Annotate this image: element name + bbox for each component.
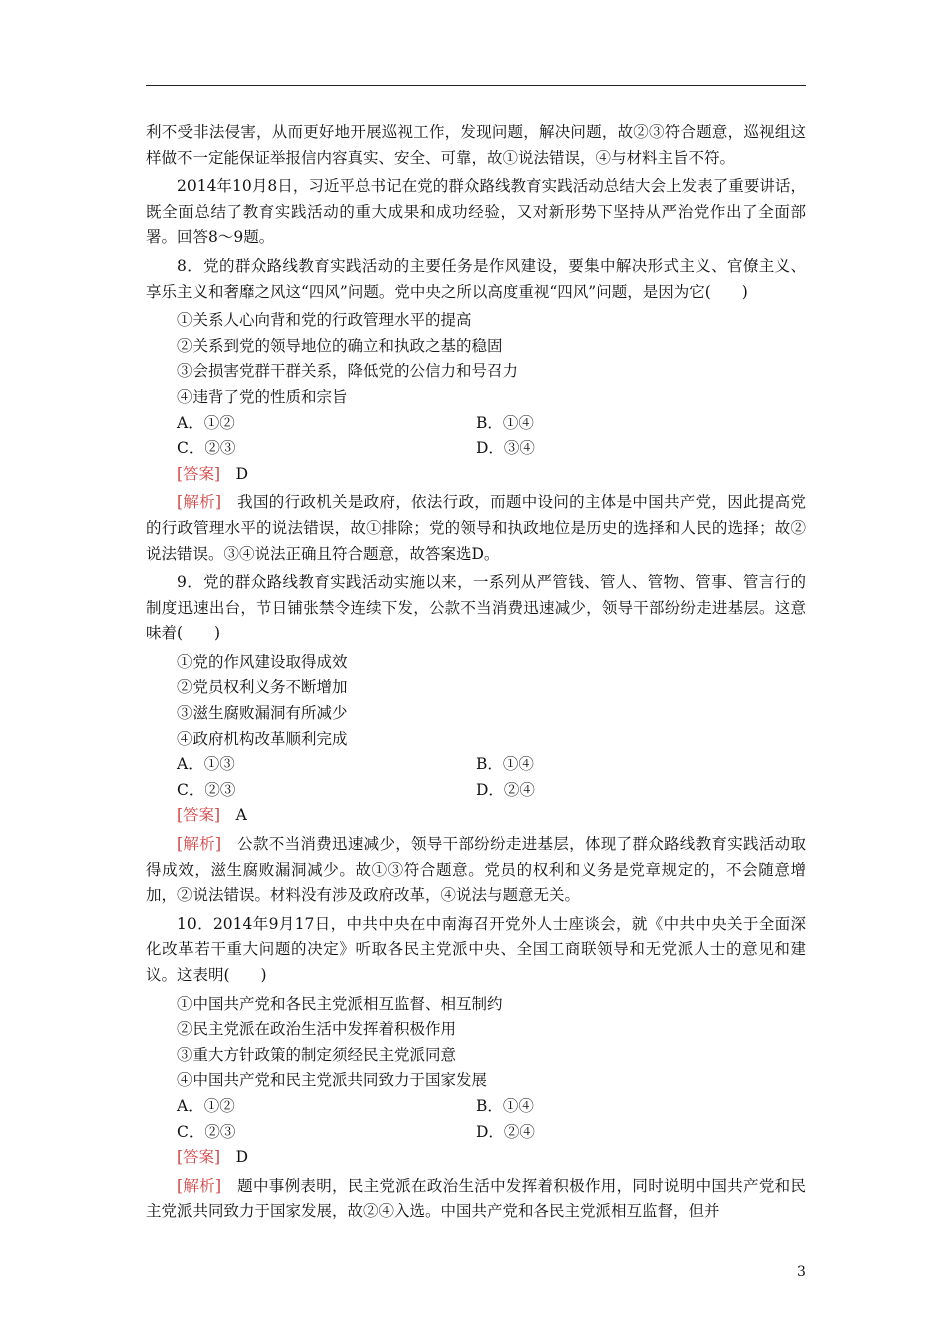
choices-row bbox=[177, 752, 806, 778]
option-item: ①党的作风建设取得成效 bbox=[177, 652, 348, 671]
option-item: ②党员权利义务不断增加 bbox=[177, 678, 348, 697]
choice-d: D．②④ bbox=[476, 1122, 535, 1141]
option-item: ①关系人心向背和党的行政管理水平的提高 bbox=[177, 311, 472, 330]
choice-d: D．②④ bbox=[476, 780, 535, 799]
question-stem: 9．党的群众路线教育实践活动实施以来，一系列从严管钱、管人、管物、管事、管言行的制度迅速出台，节日铺张禁令连续下发，公款不当消费迅速减少，领导干部纷纷走进基层。这意味着( ) bbox=[146, 573, 806, 643]
analysis-tag: [解析] bbox=[177, 835, 222, 854]
option-item: ③滋生腐败漏洞有所减少 bbox=[177, 704, 348, 723]
analysis-paragraph bbox=[146, 1174, 806, 1225]
choice-c: C．②③ bbox=[177, 780, 236, 799]
choices-row bbox=[177, 1094, 806, 1120]
header-rule bbox=[146, 85, 806, 86]
choices-row bbox=[177, 436, 806, 462]
intro-paragraph: 2014年10月8日，习近平总书记在党的群众路线教育实践活动总结大会上发表了重要讲话，既全面总结了教育实践活动的重大成果和成功经验，又对新形势下坚持从严治党作出了全面部署。回答8～9题。 bbox=[146, 177, 806, 247]
choice-d: D．③④ bbox=[476, 439, 535, 458]
option-item: ④中国共产党和民主党派共同致力于国家发展 bbox=[177, 1071, 488, 1090]
paragraph-continued: 利不受非法侵害，从而更好地开展巡视工作，发现问题，解决问题，故②③符合题意，巡视组这样做不一定能保证举报信内容真实、安全、可靠，故①说法错误，④与材料主旨不符。 bbox=[146, 123, 806, 167]
choice-a: A．①③ bbox=[177, 755, 235, 774]
analysis-paragraph bbox=[146, 832, 806, 909]
choice-b: B．①④ bbox=[476, 1096, 534, 1115]
analysis-text: 题中事例表明，民主党派在政治生活中发挥着积极作用，同时说明中国共产党和民主党派共同致力于国家发展，故②④入选。中国共产党和各民主党派相互监督，但并 bbox=[146, 1176, 806, 1221]
answer-value: A bbox=[235, 806, 247, 825]
option-item: ①中国共产党和各民主党派相互监督、相互制约 bbox=[177, 994, 503, 1013]
option-item: ④政府机构改革顺利完成 bbox=[177, 729, 348, 748]
option-item: ③会损害党群干群关系，降低党的公信力和号召力 bbox=[177, 362, 519, 381]
choice-c: C．②③ bbox=[177, 439, 236, 458]
question-stem: 8．党的群众路线教育实践活动的主要任务是作风建设，要集中解决形式主义、官僚主义、享乐主义和奢靡之风这“四风”问题。党中央之所以高度重视“四风”问题，是因为它( ) bbox=[146, 256, 806, 301]
option-item: ③重大方针政策的制定须经民主党派同意 bbox=[177, 1045, 457, 1064]
choice-a: A．①② bbox=[177, 1096, 235, 1115]
choice-b: B．①④ bbox=[476, 413, 534, 432]
choices-row bbox=[177, 1120, 806, 1146]
answer-line bbox=[146, 803, 806, 829]
analysis-tag: [解析] bbox=[177, 493, 222, 512]
question-10 bbox=[146, 912, 806, 1225]
choice-b: B．①④ bbox=[476, 755, 534, 774]
choice-a: A．①② bbox=[177, 413, 235, 432]
analysis-tag: [解析] bbox=[177, 1176, 222, 1195]
analysis-paragraph bbox=[146, 490, 806, 567]
answer-value: D bbox=[235, 464, 249, 483]
page-number: 3 bbox=[797, 1264, 806, 1280]
choice-c: C．②③ bbox=[177, 1122, 236, 1141]
question-stem: 10．2014年9月17日，中共中央在中南海召开党外人士座谈会，就《中共中央关于全面深化改革若干重大问题的决定》听取各民主党派中央、全国工商联领导和无党派人士的意见和建议。这表明( ) bbox=[146, 914, 806, 984]
document-body bbox=[146, 120, 806, 1228]
answer-tag: [答案] bbox=[177, 806, 221, 825]
analysis-text: 我国的行政机关是政府，依法行政，而题中设问的主体是中国共产党，因此提高党的行政管理水平的说法错误，故①排除；党的领导和执政地位是历史的选择和人民的选择；故②说法错误。③④说法正确且符合题意，故答案选D。 bbox=[146, 493, 806, 563]
answer-line bbox=[146, 1145, 806, 1171]
answer-line bbox=[146, 462, 806, 488]
choices-row bbox=[177, 778, 806, 804]
analysis-text: 公款不当消费迅速减少，领导干部纷纷走进基层，体现了群众路线教育实践活动取得成效，滋生腐败漏洞减少。故①③符合题意。党员的权利和义务是党章规定的，不会随意增加，②说法错误。材料没有涉及政府改革，④说法与题意无关。 bbox=[146, 835, 806, 905]
question-8 bbox=[146, 254, 806, 567]
answer-value: D bbox=[235, 1148, 249, 1167]
answer-tag: [答案] bbox=[177, 464, 221, 483]
choices-row bbox=[177, 411, 806, 437]
option-item: ②关系到党的领导地位的确立和执政之基的稳固 bbox=[177, 336, 503, 355]
option-item: ④违背了党的性质和宗旨 bbox=[177, 387, 348, 406]
option-item: ②民主党派在政治生活中发挥着积极作用 bbox=[177, 1020, 457, 1039]
question-9 bbox=[146, 570, 806, 909]
answer-tag: [答案] bbox=[177, 1148, 221, 1167]
